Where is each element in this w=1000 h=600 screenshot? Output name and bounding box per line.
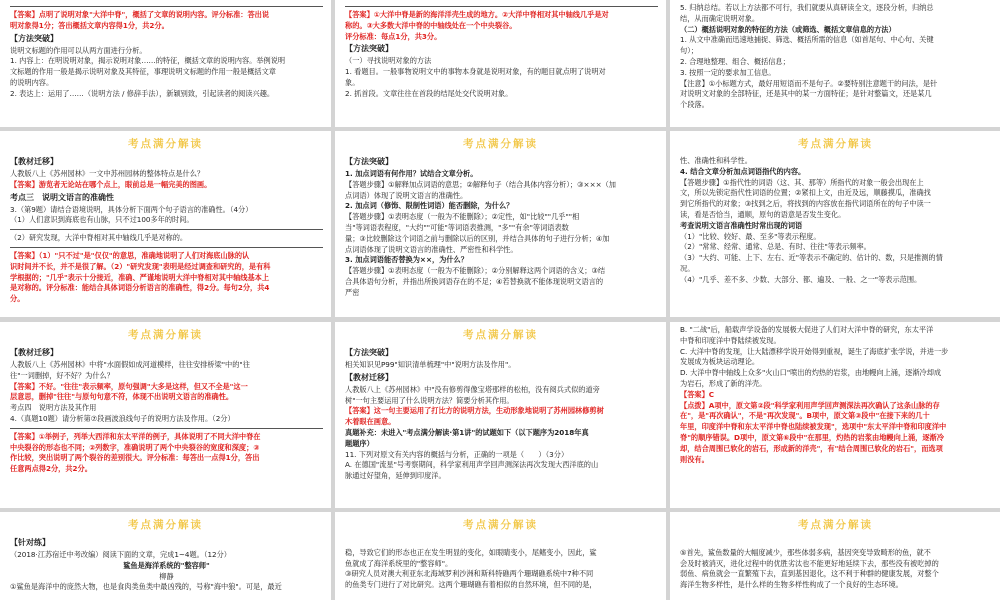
slide-text-line: （2018·江苏宿迁中考改编）阅读下面的文章，完成1~4题。（12分） [10,550,231,559]
answer-line [345,6,658,7]
slide-text-line: 任意两点得2分，共2分。 [10,464,92,474]
answer-line [10,229,323,230]
slide-text-line: 脊"的顺序错误。D项中，原文第⑥段中"在那里，灼热的岩浆由地幔向上涌，逐渐冷 [680,432,944,442]
slide-text-line: 【答案】游览者无论站在哪个点上，眼前总是一幅完美的图画。 [10,179,212,189]
slide-text-line: （二）概括说明对象的特征的方法（或筛选、概括文章信息的方法） [680,24,896,34]
slide-thumbnail[interactable] [670,0,1000,127]
slide-text-line: 【方法突破】 [345,348,393,357]
slide-text-line: ⑤首先，鲨鱼数量的大幅度减少，那些体弱多病，基因突变导致畸形的鱼，就不 [680,547,931,557]
slide-text-line: 象。 [345,77,360,87]
slide-text-line: 性、准确性和科学性。 [680,156,752,165]
slide-text-line: 人教版八上《苏州园林》中"没有修剪得像宝塔那样的松柏，没有阅兵式似的道旁 [345,384,600,394]
slide-text-line: （1）"比较、较好、最、至多"等表示程度。 [680,231,821,241]
slide-text-line: 明对象得1分；答出概括文章内容得1分，共2分。 [10,20,169,30]
slide-text-line: 中脊和印度洋中脊陆续被发现。 [680,335,781,345]
slide-text-line: 人教版八上《苏州园林》一文中苏州园林的整体特点是什么？ [10,169,205,178]
slide-text-line: 2. 加点词（修饰、限制性词语）能否删除，为什么？ [345,201,514,211]
slide-text-line: 考查说明文语言准确性时常出现的词语 [680,220,803,230]
slide-text-line: 在"，是"再次确认"，不是"再次发现"。B项中，原文第③段中"在接下来的几十 [680,411,930,421]
slide-text-line: D. 大洋中脊中轴线上众多"火山口"喷出的灼热的岩浆，由地幔向上涌，逐渐冷却成 [680,368,942,378]
slide-text-line: 【针对练】 [10,538,50,547]
slide-text-line: 考点三 说明文语言的准确性 [10,192,114,202]
slide-text-line: C. 大洋中脊的发现，让大陆漂移学说开始得到重视，诞生了海底扩张学说，并进一步 [680,346,949,356]
slide-text-line: 称的。③大多数大洋中脊的中轴线处在一个中央裂谷。 [345,20,517,30]
slide-text-line: 考点四 说明方法及其作用 [10,403,97,413]
slide-text-line: 3. 加点词语能否替换为××，为什么？ [345,255,468,265]
slide-banner: 考点满分解读 [463,329,538,341]
slide-text-line: 中央裂谷的形态也不同；②列数字，准确说明了两个中央裂谷的宽度和深度；③ [10,442,260,452]
slide-text-line: 海洋生物多样性，是什么样的生物多样性构成了一个良好的生态环境。 [680,580,903,590]
slide-thumbnail[interactable] [0,131,331,317]
slide-text-line: 4.（真题10题）请分析第⑦段画波浪线句子的说明方法及作用。（2分） [10,413,235,423]
slide-text-line: 点词语体现了说明文语言的准确性、严密性和科学性。 [345,244,518,254]
slide-text-line: （1）人们意识到海底也有山脉，只不过100多年的时间。 [10,215,194,225]
slide-text-line: 个段落。 [680,100,709,110]
slide-text-line: 3.（第9题）请结合语境说明，具体分析下面两个句子语言的准确性。（4分） [10,204,253,214]
slide-text-line: 到它所指代的对象；③找到之后，将找到的内容放在指代词语所在的句子中读一 [680,199,931,209]
slide-banner: 考点满分解读 [128,138,203,150]
slide-text-line: 【答案】点明了说明对象"大洋中脊"，概括了文章的说明内容。评分标准：答出说 [10,10,270,19]
slide-banner: 考点满分解读 [128,519,203,531]
slide-text-line: 4. 结合文章分析加点词语指代的内容。 [680,166,806,176]
slide-thumbnail[interactable] [0,322,331,508]
slide-thumbnail[interactable] [335,322,666,508]
slide-text-line: 脉通过好望角，延伸到印度洋。 [345,471,446,481]
slide-text-line: 会及时被消灭，进化过程中的优胜劣汰也不能更好地延续下去，那些没有被吃掉的 [680,558,939,568]
slide-text-line: 说明文标题的作用可以从两方面进行分析。 [10,45,147,55]
slide-text-line: 对说明文对象的全部特征，还是其中的某一方面特征；是针对整篇文，还是某几 [680,89,932,99]
slide-text-line: 是对称的。评分标准：能结合具体词语分析语言的准确性，得2分。每句2分，共4 [10,283,270,293]
slide-text-line: 1. 加点词语有何作用？试结合文章分析。 [345,169,478,178]
slide-text-line: 往"一词删掉，好不好？为什么？ [10,370,114,380]
slide-text-line: 柳静 [159,571,174,581]
slide-text-line: 严密 [345,287,360,297]
slide-text-line: 木着眼在画意。 [345,417,396,427]
slide-banner: 考点满分解读 [798,138,873,150]
answer-line [10,6,323,7]
slide-text-line: 则没有。 [680,454,709,464]
slide-thumbnail[interactable] [335,0,666,127]
slide-thumbnail[interactable] [670,131,1000,317]
slide-text-line: 【答案】①大洋中脊是新的海洋洋壳生成的地方。②大洋中脊相对其中轴线几乎是对 [345,10,609,19]
slide-text-line: （一）寻找说明对象的方法 [345,56,432,66]
slide-text-line: 鲨鱼是海洋系统的"整容师" [123,560,210,570]
slide-thumbnail[interactable] [0,512,331,600]
slide-text-line: 分。 [10,294,25,304]
slide-text-line: 【教材迁移】 [10,157,58,166]
slide-text-line: 识时间并不长，并不是很了解。（2）"研究发现"表明是经过调查和研究的，是有科 [10,261,271,271]
slide-thumbnail[interactable] [335,512,666,600]
slide-text-line: 【答案】（1）"只不过"是"仅仅"的意思，准确地说明了人们对海底山脉的认 [10,250,250,260]
slide-text-line: 稳，导致它们的形态也正在发生明显的变化，如眼睛变小，尾鳍变小，因此，鲨 [345,547,597,557]
slide-text-line: 作比较，突出说明了两个裂谷的差别很大。评分标准：每答出一点得1分，答出 [10,453,260,463]
slide-text-line: 读，看是否恰当，通顺，原句的语意是否发生变化。 [680,209,846,219]
slide-text-line: 【点拨】A项中，原文第②段"科学家利用声学回声测深法再次确认了这条山脉的存 [680,400,940,410]
slide-text-line: 层意思，删掉"往往"与原句句意不符，体现不出说明文语言的准确性。 [10,392,234,402]
slide-text-line: 2. 抓首段。文章往往在首段的结尾处交代说明对象。 [345,88,513,98]
slide-text-line: 结，从而确定说明对象。 [680,13,760,23]
slide-text-line: 人教版八上《苏州园林》中将"水面假如成河道模样，往往安排桥梁"中的"往 [10,360,250,369]
slide-text-line: 弱鱼、病鱼就会一直繁殖下去，直到基因退化，这不利于种群的健康发展，对整个 [680,569,939,579]
slide-text-line: 合具体语句分析，并指出所换词语存在的不足；④若替换就不能体现说明文语言的 [345,276,604,286]
slide-text-line: 为岩石，形成了新的洋壳。 [680,378,767,388]
slide-text-line: 【方法突破】 [345,157,393,166]
slide-text-line: 【答题步骤】①表明态度（一般为不能删除）；②分别解释这两个词语的含义；③结 [345,266,606,276]
slide-text-line: 【答题步骤】①解释加点词语的意思；②解释句子（结合具体内容分析）；③×××（加 [345,179,616,189]
slide-banner: 考点满分解读 [463,138,538,150]
slide-text-line: 文标题的作用一般是揭示说明对象及其特征，事理说明文标题的作用一般是概括文章 [10,67,276,77]
slide-text-line: 鱼就成了海洋系统里的"整容师"。 [345,558,453,568]
slide-text-line: 【答题步骤】①指代性的词语（这、其、那等）所指代的对象一般会出现在上 [680,177,924,187]
slide-text-line: （3）"大约、可能、上下、左右、近"等表示不确定的、估计的、数，只是推测的情 [680,253,943,263]
slide-text-line: 【注意】①小标题方式，最好用短语而不是句子。②要特别注意题干的问法，是针 [680,78,938,88]
slide-text-line: 【方法突破】 [345,44,393,54]
slide-text-line: 1. 内容上：在明说明对象，揭示说明对象……的特征，概括文章的说明内容。举例说明 [10,56,286,66]
slide-text-line: 发展成为板块运动理论。 [680,357,760,367]
slide-text-line: 的鱼类专门进行了对比研究。这两个珊瑚礁有着相似的自然环境，但不同的是， [345,580,597,590]
slide-thumbnail[interactable] [0,0,331,127]
slide-text-line: 况。 [680,263,695,273]
slide-text-line: 的说明内容。 [10,77,54,87]
slide-text-line: 树"一句主要运用了什么说明方法？简要分析其作用。 [345,395,514,405]
slide-text-line [345,537,658,548]
slide-text-line: 1. 从文中准确而迅速地捕捉、筛选、概括所需的信息（如首尾句、中心句、关键 [680,35,934,45]
slide-text-line: 文，所以先锁定指代性词语的位置；②紧扣上文，由近及远，顺藤摸瓜，准确找 [680,188,931,198]
answer-line [10,428,323,429]
slide-text-line: ①鲨鱼是海洋中的庞然大物，也是食肉类鱼类中最凶残的，号称"海中狼"。可是，最近 [10,582,282,592]
slide-text-line: 却，结合周围已软化的岩石，形成新的洋壳"，有"结合周围已软化的岩石"，而选项 [680,443,943,453]
slide-text-line: ③研究人员对澳大利亚东北海域罗利沙洲和斯科特礁两个珊瑚礁系统中7种不同 [345,569,594,579]
slide-text-line: 真题补充：未进入"考点满分解读·第1讲"的试题如下（以下题序为2018年真 [345,427,589,437]
slide-text-line: 【答案】这一句主要运用了打比方的说明方法，生动形象地说明了苏州园林修剪树 [345,406,604,416]
slide-text-line: A. 在德国"流星"号考察期间，科学家利用声学回声测深法再次发现大西洋底的山 [345,460,599,470]
slide-text-line: 当"等词语表程度，"大约""可能"等词语表推测，"多""有余"等词语表数 [345,222,569,232]
slide-text-line: 学根据的；"几乎"表示十分接近，准确、严谨地说明大洋中脊相对其中轴线基本上 [10,272,270,282]
slide-text-line: 【方法突破】 [10,33,58,43]
slide-text-line [680,537,993,548]
slide-thumbnail[interactable] [335,131,666,317]
slide-text-line: 量；③比较删除这个词语之前与删除以后的区别，并结合具体的句子进行分析；④加 [345,233,610,243]
slide-text-line: （4）"几乎、差不多、少数、大部分、都、遍及、一般、之一"等表示范围。 [680,274,922,284]
slide-text-line: 评分标准：每点1分，共3分。 [345,31,442,41]
slide-text-line: 相关知识见P99"知识清单梳理"中"说明方法及作用"。 [345,360,516,369]
slide-text-line: 11. 下列对原文有关内容的概括与分析，正确的一项是（ ）（3分） [345,449,569,459]
slide-text-line: 2. 合理地整理、组合、概括信息； [680,56,790,66]
slide-text-line: 年里，印度洋中脊和东太平洋中脊也陆续被发现"，选项中"东太平洋中脊和印度洋中 [680,422,947,432]
slide-text-line: 1. 看题目。一般事物说明文中的事物本身就是说明对象，有的题目就点明了说明对 [345,67,606,77]
slide-banner: 考点满分解读 [128,329,203,341]
slide-text-line: 【答题步骤】①表明态度（一般为不能删除）；②定性，如"比较""几乎""相 [345,212,580,222]
slide-text-line: （2）研究发现，大洋中脊相对其中轴线几乎是对称的。 [10,233,188,243]
slide-text-line: 3. 按照一定的要求加工信息。 [680,67,776,77]
slide-text-line: 【答案】C [680,389,715,399]
slide-banner: 考点满分解读 [463,519,538,531]
slide-thumbnail[interactable] [670,322,1000,508]
slide-text-line: 【答案】不好。"往往"表示频率，原句强调"大多是这样，但又不全是"这一 [10,381,248,391]
slide-text-line: 2. 表达上：运用了……（说明方法 / 修辞手法），新颖别致，引起读者的阅读兴趣。 [10,88,275,98]
slide-banner: 考点满分解读 [798,519,873,531]
slide-text-line: 点词语）体现了说明文语言的准确性。 [345,190,468,200]
slide-text-line: B. "二战"后，船载声学设备的发展极大促进了人们对大洋中脊的研究，东太平洋 [680,325,934,334]
slide-text-line: 【教材迁移】 [345,372,393,382]
slide-text-line: 【教材迁移】 [10,348,58,357]
slide-thumbnail[interactable] [670,512,1000,600]
slide-text-line: 5. 归纳总结。若以上方法都不可行，我们就要从真研读全文，逐段分析，归纳总 [680,3,934,12]
slide-text-line: （2）"常常、经常、通常、总是、有时、往往"等表示频率。 [680,242,871,252]
slide-text-line: 【答案】①举例子，列举大西洋和东太平洋的例子，具体说明了不同大洋中脊在 [10,431,261,441]
slide-text-line: 句）； [680,46,698,56]
answer-line [10,247,323,248]
slide-text-line: 题题序） [345,438,374,448]
